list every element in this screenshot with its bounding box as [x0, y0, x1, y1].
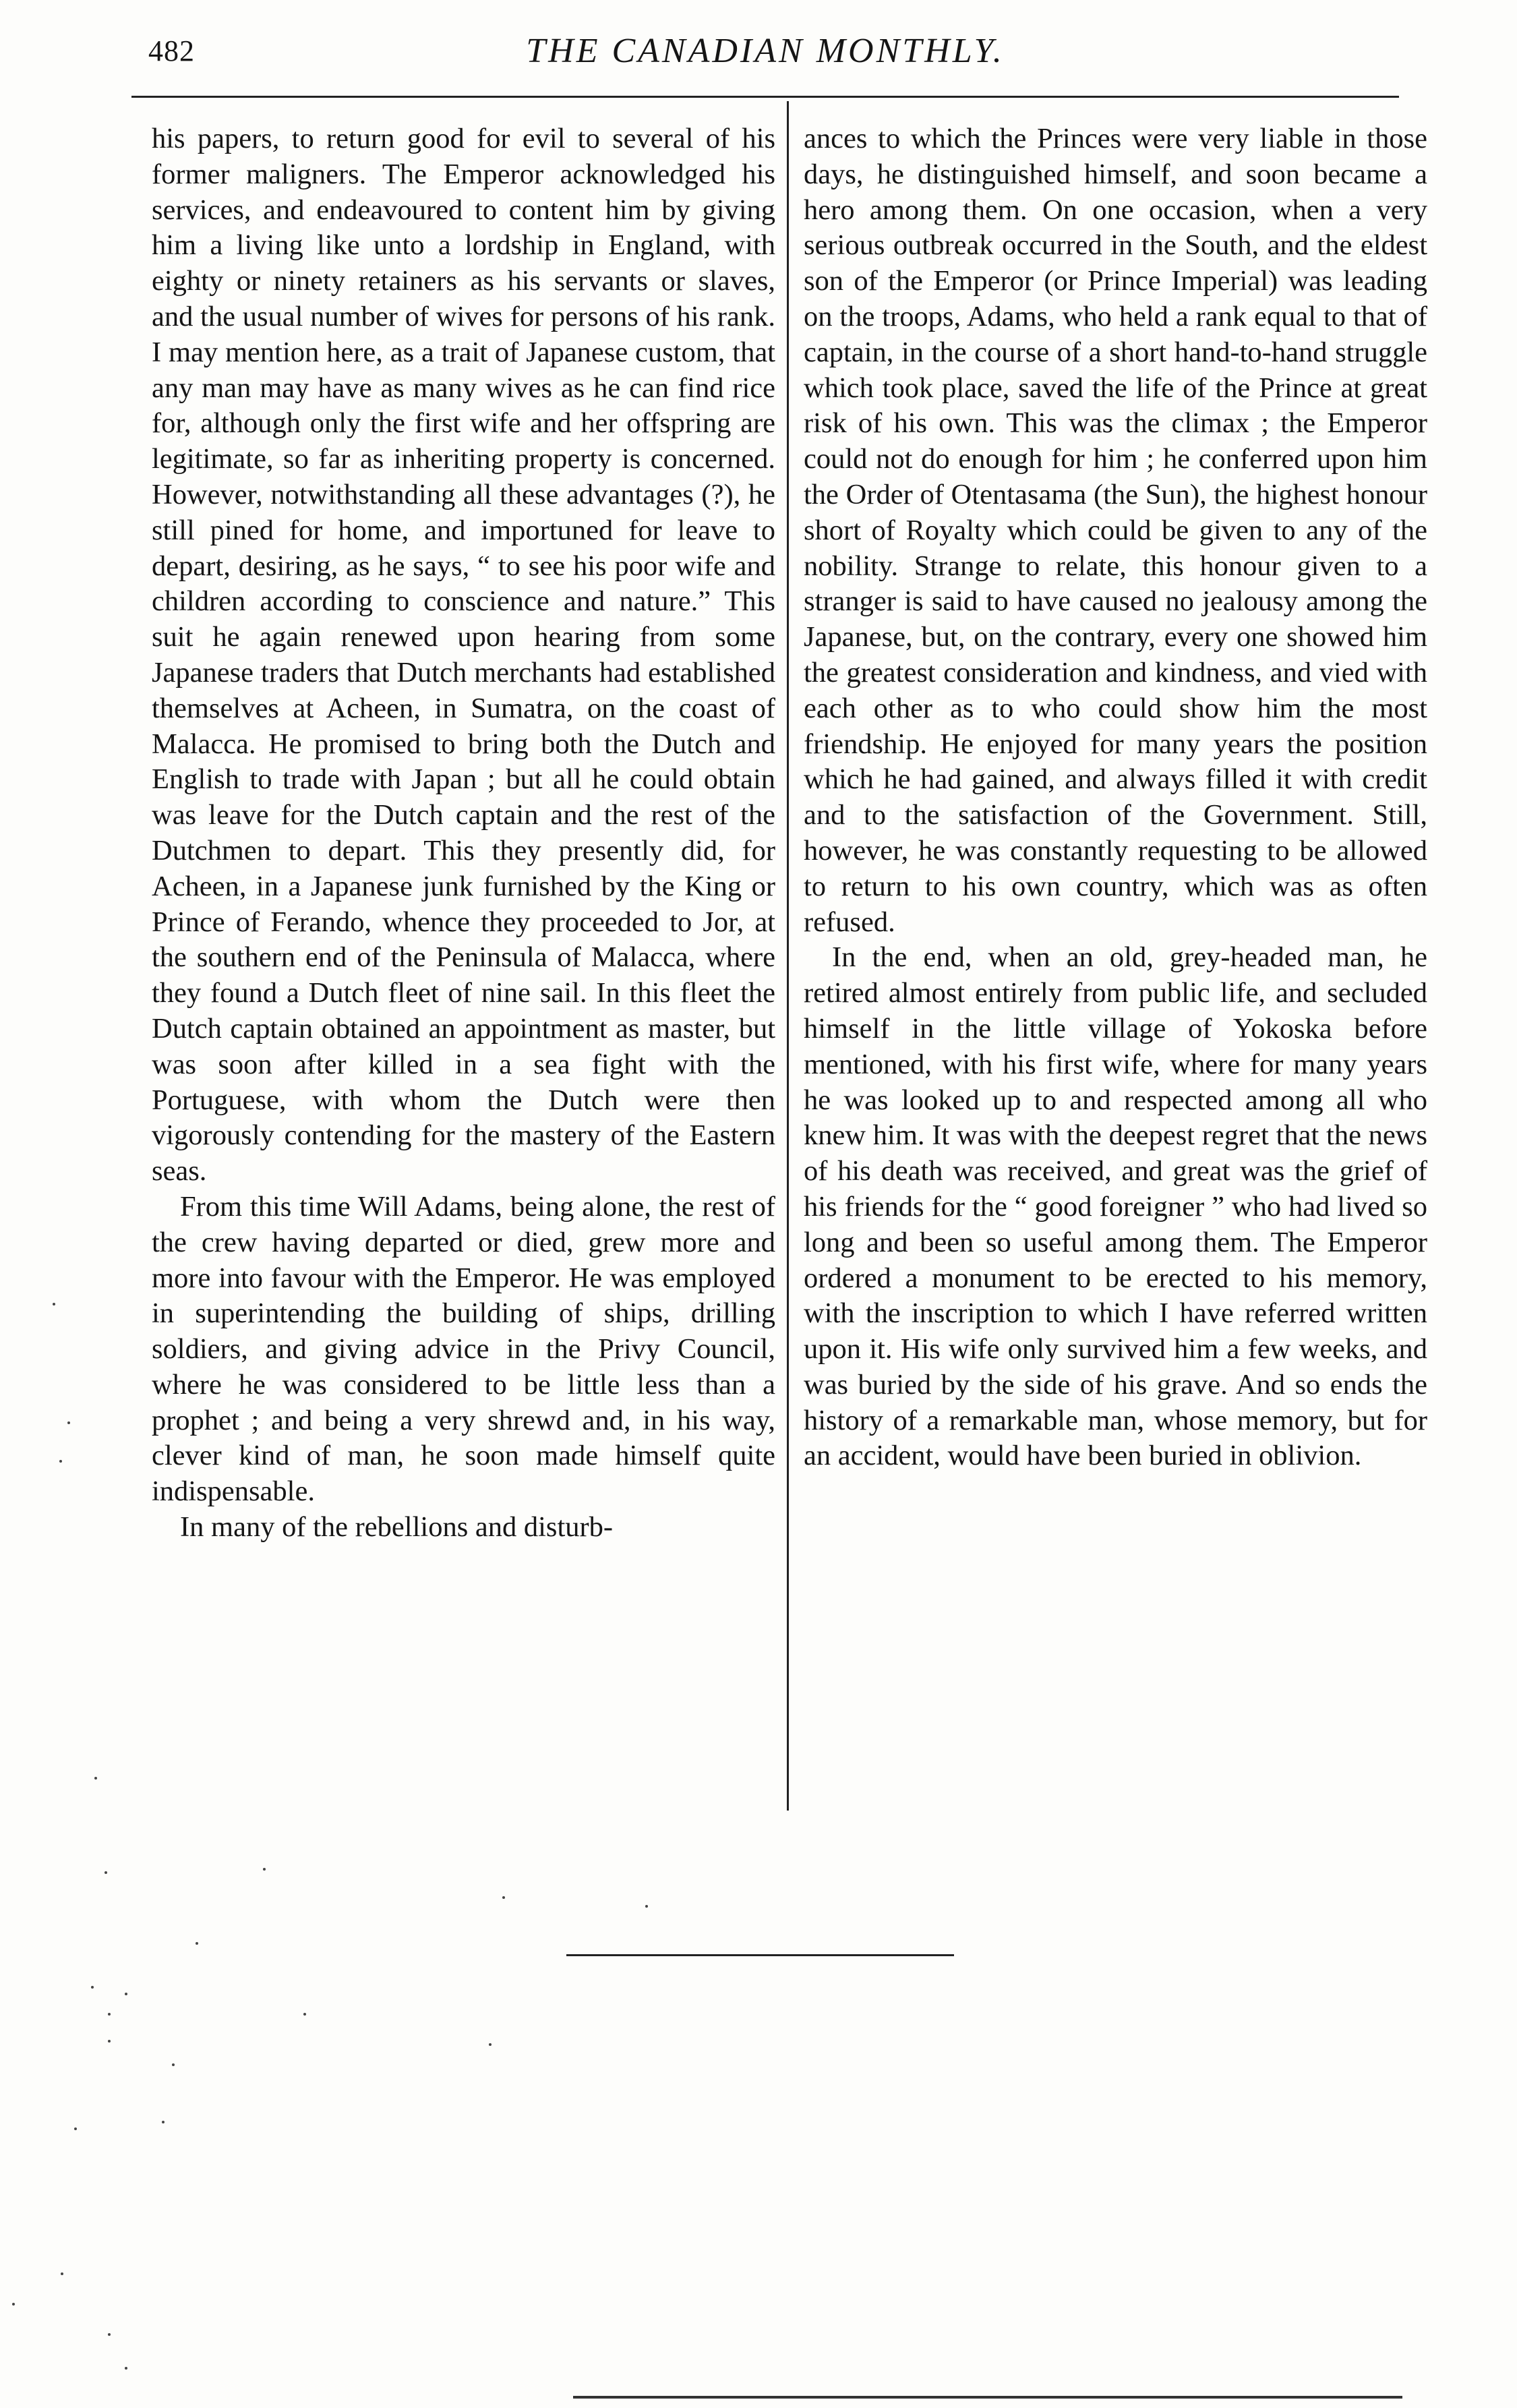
print-speck [74, 2127, 77, 2130]
print-speck [67, 1421, 70, 1424]
page-bottom-rule [573, 2396, 1402, 2399]
article-end-rule [566, 1954, 954, 1956]
running-title: THE CANADIAN MONTHLY. [526, 32, 1005, 70]
print-speck [105, 1871, 107, 1874]
column-divider [787, 101, 789, 1811]
page-header [131, 28, 1399, 89]
paragraph: In the end, when an old, grey-headed man, he retired almost entirely from public life, and secluded himself in the little village of Yokoska before mentioned, with his first wife, where for many years he was looked up to and respected among all who knew him. It was with the deepest regret that the news of his death was received, and great was the grief of his friends for the “ good foreigner ” who had lived so long and been so useful among them. The Emperor ordered a monument to be erected to his memory, with the inscription to which I have referred written upon it. His wife only survived him a few weeks, and was buried by the side of his grave. And so ends the history of a remarkable man, whose memory, but for an accident, would have been buried in oblivion. [804, 941, 1427, 1472]
print-speck [91, 1986, 94, 1989]
print-speck [196, 1942, 198, 1945]
right-column [804, 121, 1427, 1474]
print-speck [162, 2121, 165, 2123]
print-speck [108, 2013, 111, 2016]
print-speck [12, 2303, 15, 2306]
paragraph: ances to which the Princes were very liable in those days, he distinguished himself, and soon became a hero among them. On one occasion, when a very serious outbreak occurred in the South, and the eldest son of the Emperor (or Prince Imperial) was leading on the troops, Adams, who held a rank equal to that of captain, in the course of a short hand-to-hand struggle which took place, saved the life of the Prince at great risk of his own. This was the climax ; the Emperor could not do enough for him ; he conferred upon him the Order of Otentasama (the Sun), the highest honour short of Royalty which could be given to any of the nobility. Strange to relate, this honour given to a stranger is said to have caused no jealousy among the Japanese, but, on the contrary, every one showed him the greatest consideration and kindness, and vied with each other as to who could show him the most friendship. He enjoyed for many years the position which he had gained, and always filled it with credit and to the satisfaction of the Government. Still, however, he was constantly requesting to be allowed to return to his own country, which was as often refused. [804, 123, 1427, 938]
print-speck [303, 2013, 306, 2016]
page-number: 482 [148, 34, 195, 67]
print-speck [172, 2063, 175, 2066]
print-speck [59, 1460, 62, 1463]
paragraph: In many of the rebellions and disturb- [180, 1511, 614, 1544]
print-speck [502, 1896, 505, 1899]
paragraph: his papers, to return good for evil to several of his former maligners. The Emperor acknowledged his services, and endeavoured to content him by giving him a living like unto a lordship in England, with eighty or ninety retainers as his servants or slaves, and the usual number of wives for persons of his rank. I may mention here, as a trait of Japanese custom, that any man may have as many wives as he can find rice for, although only the first wife and her offspring are legitimate, so far as inheriting property is concerned. However, notwithstanding all these advantages (?), he still pined for home, and importuned for leave to depart, desiring, as he says, “ to see his poor wife and children according to conscience and nature.” This suit he again renewed upon hearing from some Japanese traders that Dutch merchants had established themselves at Acheen, in Sumatra, on the coast of Malacca. He promised to bring both the Dutch and English to trade with Japan ; but all he could obtain was leave for the Dutch captain and the rest of the Dutchmen to depart. This they presently did, for Acheen, in a Japanese junk furnished by the King or Prince of Ferando, whence they proceeded to Jor, at the southern end of the Peninsula of Malacca, where they found a Dutch fleet of nine sail. In this fleet the Dutch captain obtained an appointment as master, but was soon after killed in a sea fight with the Portuguese, with whom the Dutch were then vigorously contending for the mastery of the Eastern seas. [152, 123, 775, 1187]
header-rule [131, 96, 1399, 98]
print-speck [108, 2333, 111, 2336]
left-column [152, 121, 775, 1546]
paragraph: From this time Will Adams, being alone, the rest of the crew having departed or died, grew more and more into favour with the Emperor. He was employed in superintending the building of ships, drilling soldiers, and giving advice in the Privy Council, where he was considered to be little less than a prophet ; and being a very shrewd and, in his way, clever kind of man, he soon made himself quite indispensable. [152, 1190, 775, 1508]
print-speck [263, 1868, 266, 1871]
print-speck [489, 2043, 492, 2046]
print-speck [61, 2272, 63, 2275]
print-speck [94, 1777, 97, 1780]
print-speck [53, 1303, 55, 1305]
print-speck [125, 1993, 127, 1995]
print-speck [125, 2367, 127, 2370]
print-speck [108, 2040, 111, 2043]
print-speck [645, 1905, 648, 1908]
